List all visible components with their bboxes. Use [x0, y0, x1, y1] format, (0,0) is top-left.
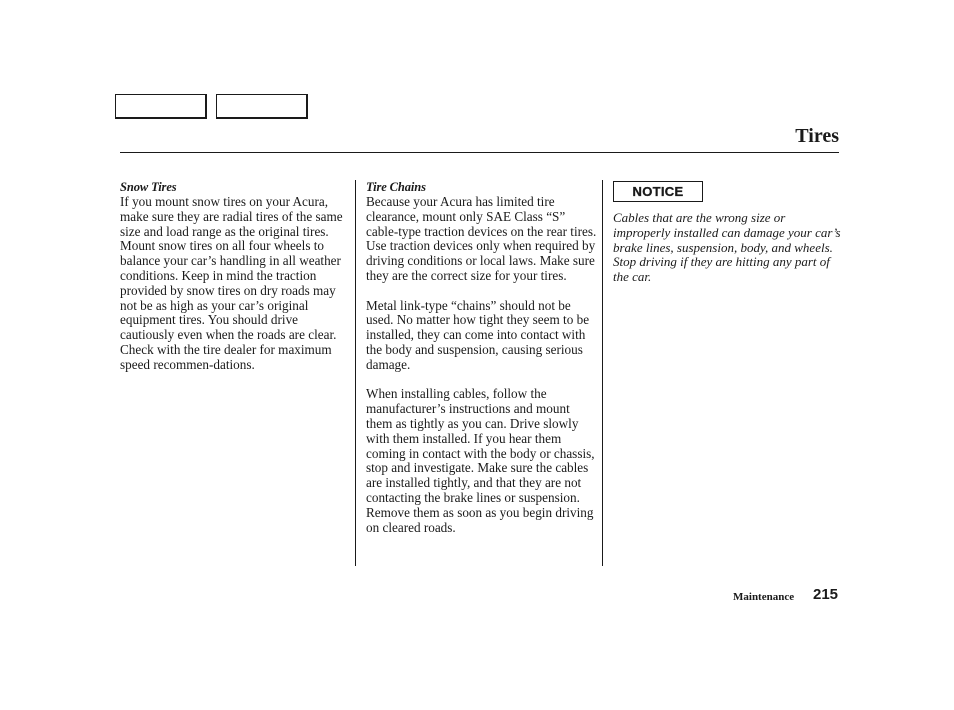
nav-tab-1[interactable] — [115, 94, 207, 119]
paragraph-tire-chains-2: Metal link-type “chains” should not be used. No matter how tight they seem to be installed, they can come into contact with the body and suspension, causing serious damage. — [366, 297, 590, 372]
section-heading-snow-tires: Snow Tires — [120, 180, 177, 194]
nav-tab-2[interactable] — [216, 94, 308, 119]
notice-text: Cables that are the wrong size or improperly installed can damage your car’s brake lines, suspension, body, and wheels. Stop driving if they are hitting any part of the car. — [613, 210, 841, 285]
paragraph-snow-tires: If you mount snow tires on your Acura, make sure they are radial tires of the same size and load range as the original tires. Mount snow tires on all four wheels to balance your car’s handling in all weather conditions. Keep in mind the traction provided by snow tires on dry roads may not be as high as your car’s original equipment tires. You should drive cautiously even when the roads are clear. Check with the tire dealer for maximum speed recommen-dations. — [120, 194, 343, 372]
paragraph-tire-chains-3: When installing cables, follow the manufacturer’s instructions and mount them as tightly as you can. Drive slowly with them installed. If you hear them coming in contact with the body or chassis, stop and investigate. Make sure the cables are installed tightly, and that they are not contacting the brake lines or suspension. Remove them as soon as you begin driving on cleared roads. — [366, 386, 595, 535]
column-tire-chains — [366, 180, 598, 535]
column-notice — [613, 180, 843, 285]
paragraph-tire-chains-1: Because your Acura has limited tire clearance, mount only SAE Class “S” cable-type traction devices on the rear tires. Use traction devices only when required by driving conditions or local laws. Make sure they are the correct size for your tires. — [366, 194, 597, 283]
page-number: 215 — [813, 586, 839, 603]
page-title: Tires — [795, 125, 839, 147]
notice-badge: NOTICE — [613, 181, 703, 202]
title-rule — [120, 152, 839, 153]
column-snow-tires — [120, 180, 350, 373]
column-divider — [602, 180, 603, 566]
footer-section-label: Maintenance — [733, 591, 795, 603]
column-divider — [355, 180, 356, 566]
section-heading-tire-chains: Tire Chains — [366, 180, 426, 194]
